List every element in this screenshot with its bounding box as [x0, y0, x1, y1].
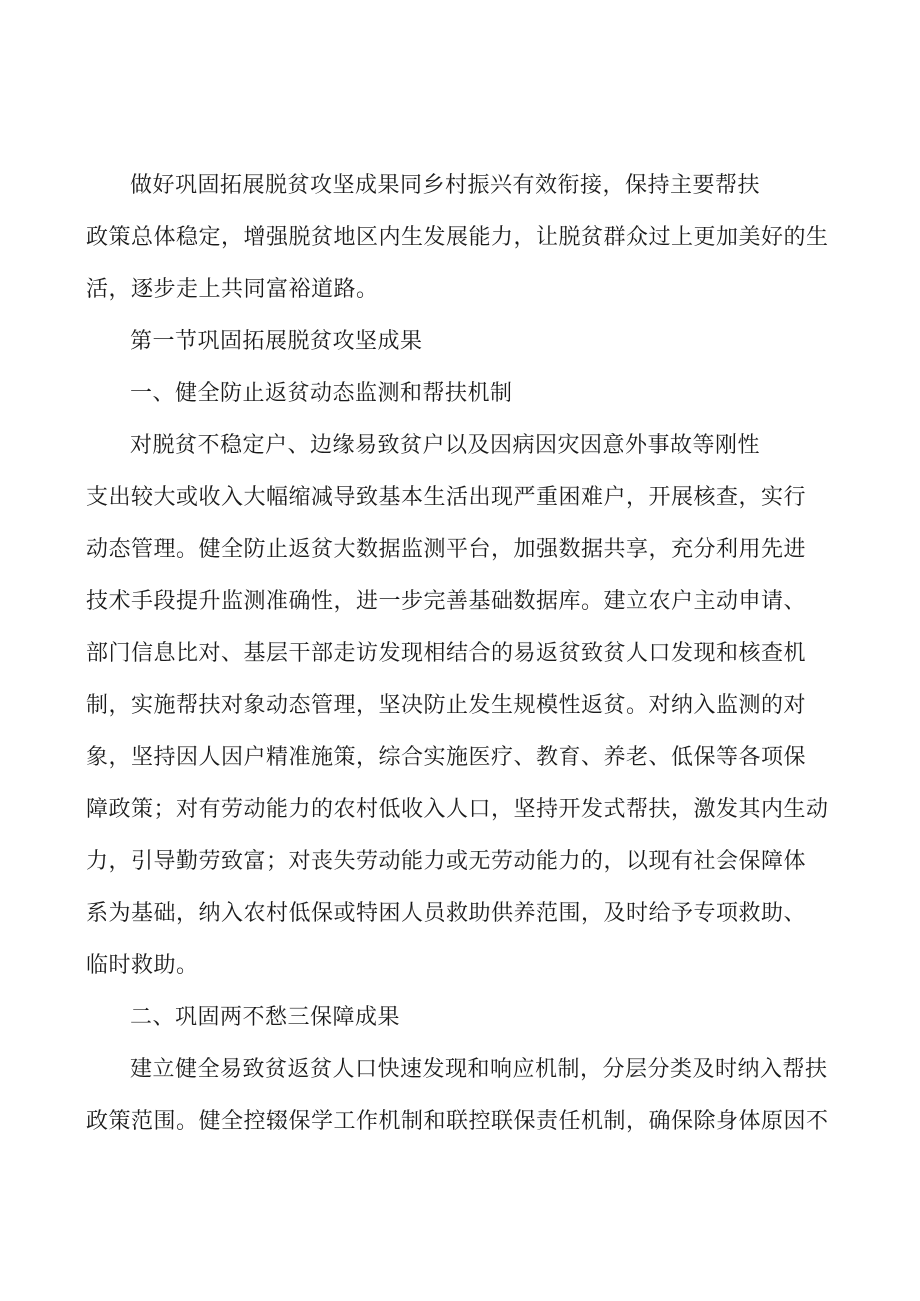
paragraph-2-line-7: 象，坚持因人因户精准施策，综合实施医疗、教育、养老、低保等各项保 — [86, 745, 807, 770]
subsection-1-title: 一、健全防止返贫动态监测和帮扶机制 — [130, 381, 513, 406]
paragraph-2-line-10: 系为基础，纳入农村低保或特困人员救助供养范围，及时给予专项救助、 — [86, 901, 807, 926]
paragraph-3-line-2: 政策范围。健全控辍保学工作机制和联控联保责任机制，确保除身体原因不 — [86, 1109, 829, 1134]
section-title: 第一节巩固拓展脱贫攻坚成果 — [130, 329, 423, 354]
paragraph-1-line-3: 活，逐步走上共同富裕道路。 — [86, 277, 379, 302]
paragraph-3-line-1: 建立健全易致贫返贫人口快速发现和响应机制，分层分类及时纳入帮扶 — [130, 1057, 828, 1082]
paragraph-2-line-2: 支出较大或收入大幅缩减导致基本生活出现严重困难户，开展核查，实行 — [86, 485, 807, 510]
paragraph-2-line-1: 对脱贫不稳定户、边缘易致贫户以及因病因灾因意外事故等刚性 — [130, 433, 761, 458]
paragraph-2-line-8: 障政策；对有劳动能力的农村低收入人口，坚持开发式帮扶，激发其内生动 — [86, 797, 829, 822]
paragraph-1-line-1: 做好巩固拓展脱贫攻坚成果同乡村振兴有效衔接，保持主要帮扶 — [130, 173, 761, 198]
paragraph-1-line-2: 政策总体稳定，增强脱贫地区内生发展能力，让脱贫群众过上更加美好的生 — [86, 225, 829, 250]
paragraph-2-line-5: 部门信息比对、基层干部走访发现相结合的易返贫致贫人口发现和核查机 — [86, 641, 807, 666]
paragraph-2-line-9: 力，引导勤劳致富；对丧失劳动能力或无劳动能力的，以现有社会保障体 — [86, 849, 807, 874]
paragraph-2-line-6: 制，实施帮扶对象动态管理，坚决防止发生规模性返贫。对纳入监测的对 — [86, 693, 807, 718]
paragraph-2-line-3: 动态管理。健全防止返贫大数据监测平台，加强数据共享，充分利用先进 — [86, 537, 807, 562]
paragraph-2-line-11: 临时救助。 — [86, 953, 199, 978]
paragraph-2-line-4: 技术手段提升监测准确性，进一步完善基础数据库。建立农户主动申请、 — [86, 589, 807, 614]
subsection-2-title: 二、巩固两不愁三保障成果 — [130, 1005, 401, 1030]
